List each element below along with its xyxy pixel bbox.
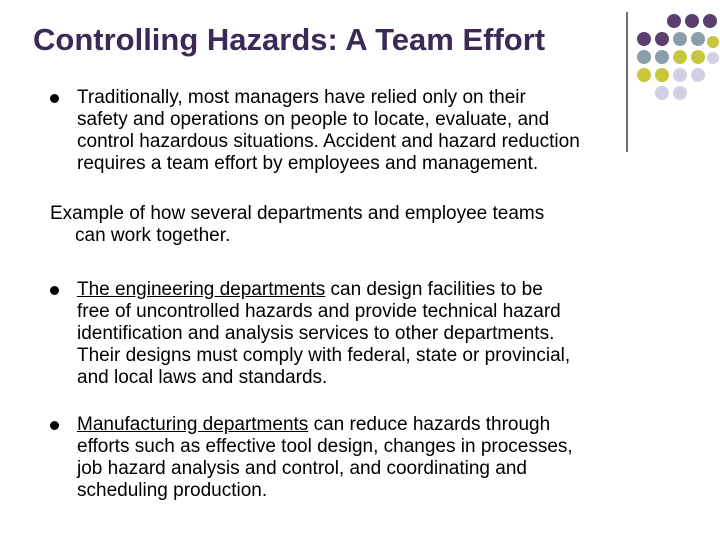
bullet-traditional-approach: [50, 87, 670, 175]
decor-dot: [655, 50, 669, 64]
decor-dot: [703, 14, 717, 28]
example-line: can work together.: [75, 225, 231, 246]
example-paragraph: [50, 203, 640, 247]
bullet-line: control hazardous situations. Accident and hazard reduction: [77, 131, 580, 152]
decor-dot: [637, 50, 651, 64]
bullet-line: [77, 279, 670, 301]
manufacturing-departments-link[interactable]: Manufacturing departments: [77, 414, 309, 435]
decor-dot: [655, 32, 669, 46]
decor-dot: [637, 68, 651, 82]
bullet-line: requires a team effort by employees and management.: [77, 153, 539, 174]
bullet-line-rest: can reduce hazards through: [308, 414, 551, 435]
bullet-line: safety and operations on people to locate, evaluate, and: [77, 109, 550, 130]
example-line: [50, 203, 640, 225]
decor-dot: [691, 68, 705, 82]
decor-dot: [673, 68, 687, 82]
bullet-line: efforts such as effective tool design, changes in processes,: [77, 436, 573, 457]
bullet-line: scheduling production.: [77, 480, 268, 501]
decor-dot: [685, 14, 699, 28]
bullet-manufacturing-departments: [50, 414, 670, 502]
bullet-text: [77, 414, 670, 502]
bullet-icon: [50, 286, 59, 295]
bullet-icon: [50, 94, 59, 103]
bullet-line: Traditionally, most managers have relied only on their: [77, 87, 526, 108]
bullet-line: Their designs must comply with federal, state or provincial,: [77, 345, 571, 366]
decor-dot: [691, 32, 705, 46]
bullet-text: [77, 87, 670, 175]
bullet-text: [77, 279, 670, 389]
bullet-line: identification and analysis services to other departments.: [77, 323, 555, 344]
engineering-departments-link[interactable]: The engineering departments: [77, 279, 326, 300]
decor-dot: [707, 52, 719, 64]
decor-dot: [707, 36, 719, 48]
example-lead: Example: [50, 203, 124, 224]
decor-dot: [673, 86, 687, 100]
bullet-icon: [50, 421, 59, 430]
bullet-line: and local laws and standards.: [77, 367, 328, 388]
example-line-rest: of how several departments and employee teams: [123, 203, 545, 224]
slide-title: Controlling Hazards: A Team Effort: [33, 22, 546, 57]
decor-dot: [673, 50, 687, 64]
bullet-line-rest: can design facilities to be: [325, 279, 543, 300]
bullet-line: job hazard analysis and control, and coordinating and: [77, 458, 527, 479]
decor-dot: [667, 14, 681, 28]
decor-dot: [673, 32, 687, 46]
decor-dot: [691, 50, 705, 64]
decor-dot: [637, 32, 651, 46]
bullet-engineering-departments: [50, 279, 670, 389]
bullet-line: [77, 414, 670, 436]
bullet-line: free of uncontrolled hazards and provide technical hazard: [77, 301, 561, 322]
decor-dot: [655, 68, 669, 82]
